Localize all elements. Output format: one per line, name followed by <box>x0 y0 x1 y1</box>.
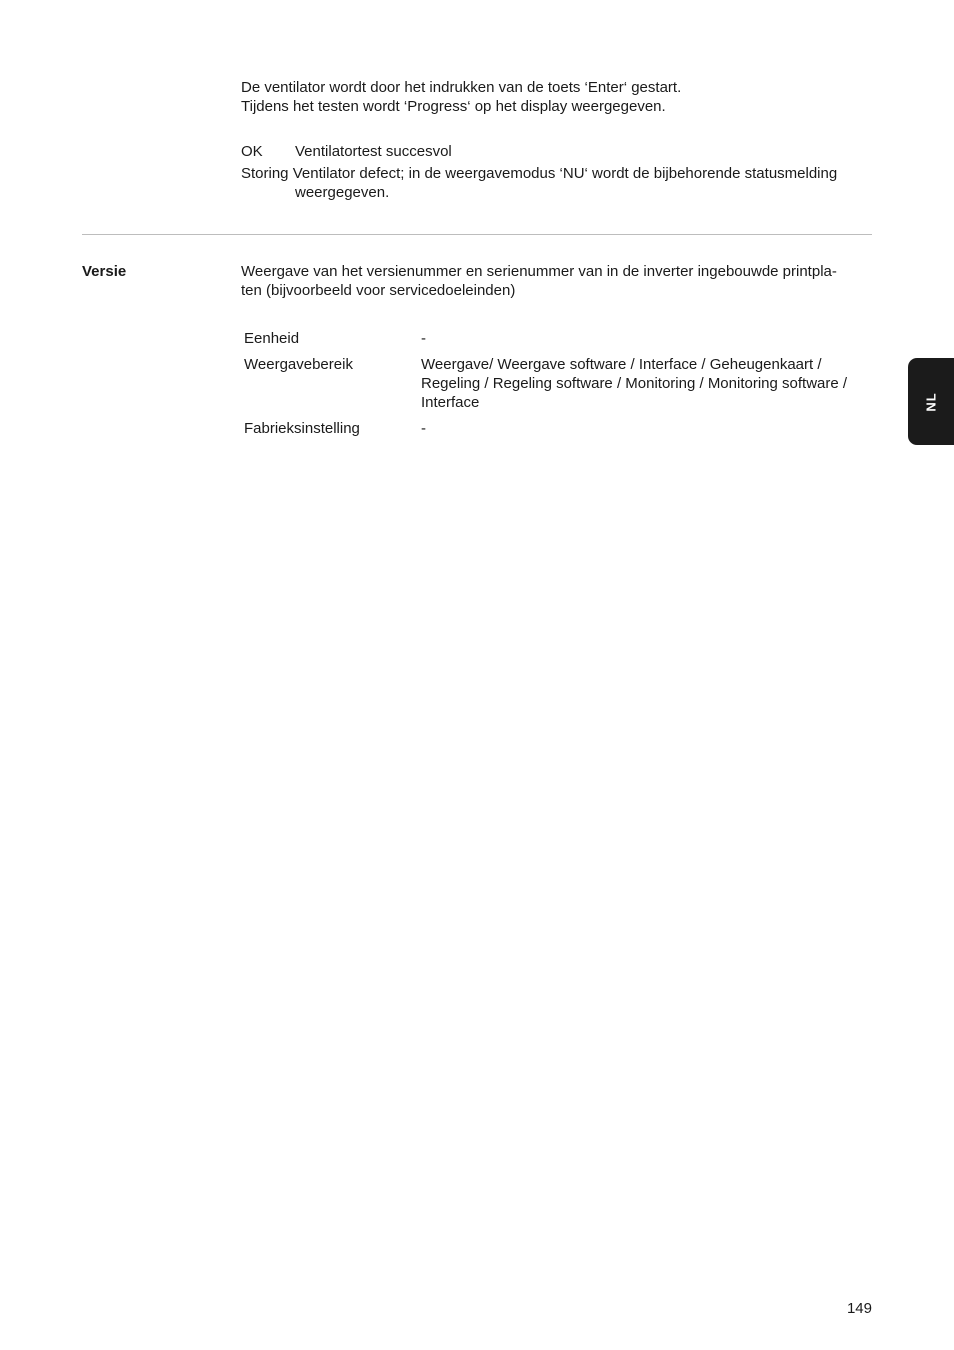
result-term-storing: Storing <box>241 165 289 182</box>
param-label-eenheid: Eenheid <box>244 330 300 347</box>
section-heading: Versie <box>82 263 127 280</box>
language-tab-label: NL <box>923 391 939 412</box>
param-value-eenheid: - <box>421 330 426 347</box>
param-label-weergavebereik: Weergavebereik <box>244 356 353 373</box>
result-entry-storing <box>241 164 875 202</box>
param-value-weergavebereik: Weergave/ Weergave software / Interface / Geheugenkaart / Regeling / Regeling software / Monitoring / Monitoring software / Interface <box>421 356 848 411</box>
section-description-line-1: Weergave van het versienummer en serienummer van in de inverter ingebouwde printpla- <box>241 263 837 280</box>
page-number: 149 <box>846 1300 872 1317</box>
section-description-line-2: ten (bijvoorbeeld voor servicedoeleinden) <box>241 282 516 299</box>
intro-text-line-2: Tijdens het testen wordt ‘Progress‘ op het display weergegeven. <box>241 98 666 115</box>
result-description-storing: Ventilator defect; in de weergavemodus ‘NU‘ wordt de bijbehorende statusmelding weergegeven. <box>292 165 838 201</box>
param-label-fabrieksinstelling: Fabrieksinstelling <box>244 420 360 437</box>
result-description-ok: Ventilatortest succesvol <box>295 143 452 160</box>
intro-text-line-1: De ventilator wordt door het indrukken van de toets ‘Enter‘ gestart. <box>241 79 682 96</box>
section-description <box>241 262 877 300</box>
language-tab <box>908 358 954 445</box>
section-divider <box>82 234 872 235</box>
result-term-ok: OK <box>241 143 263 160</box>
param-value-fabrieksinstelling: - <box>421 420 426 437</box>
